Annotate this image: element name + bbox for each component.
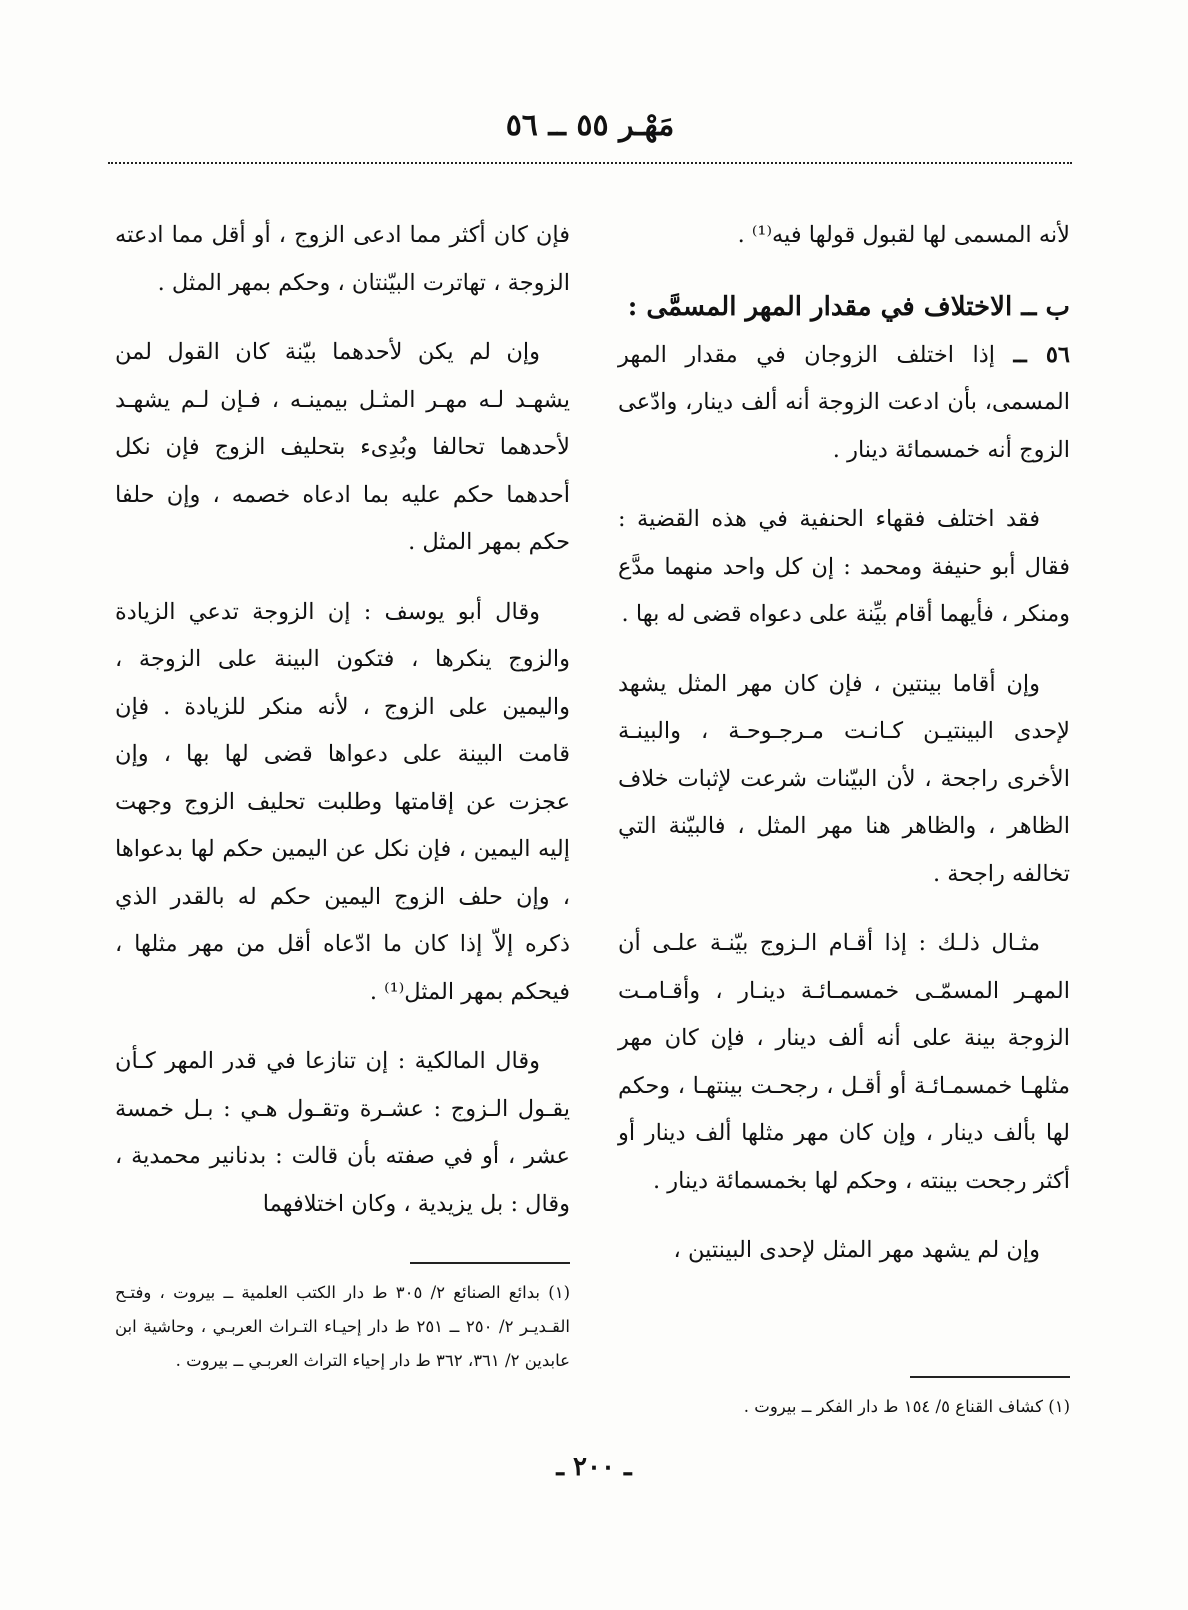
- right-paragraph-1: لأنه المسمى لها لقبول قولها فيه⁽¹⁾ .: [737, 222, 1070, 248]
- footnote-rule-right: [910, 1376, 1070, 1378]
- right-paragraph-6: وإن لم يشهد مهر المثل لإحدى البينتين ،: [673, 1237, 1040, 1263]
- footnote-right-1: (١) كشاف القناع ٥/ ١٥٤ ط دار الفكر ــ بيروت .: [743, 1397, 1070, 1416]
- section-heading: ب ــ الاختلاف في مقدار المهر المسمَّى :: [627, 291, 1070, 322]
- paragraph-number: ٥٦ ــ: [1013, 341, 1071, 368]
- running-head: مَهْـر ٥٥ ــ ٥٦: [505, 108, 675, 143]
- footnotes-left: [115, 1276, 570, 1378]
- right-column: [618, 212, 1070, 1297]
- left-paragraph-2: وإن لم يكن لأحدهما بيّنة كان القول لمن يشهـد لـه مهـر المثـل بيمينـه ، فـإن لـم يشهـد لأحدهما تحالفا وبُدِىء بتحليف الزوج فإن نكل أحدهما حكم عليه بما ادعاه خصمه ، وإن حلفا حكم بمهر المثل .: [115, 339, 570, 555]
- right-paragraph-3: فقد اختلف فقهاء الحنفية في هذه القضية : فقال أبو حنيفة ومحمد : إن كل واحد منهما مدَّع ومنكر ، فأيهما أقام بيِّنة على دعواه قضى له بها .: [618, 506, 1070, 627]
- right-paragraph-2: [618, 332, 1070, 475]
- right-paragraph-5: مثـال ذلـك : إذا أقـام الـزوج بيّنـة علـى أن المهـر المسمّـى خمسمـائـة دينـار ، وأقـامـت الزوجة بينة على أنه ألف دينار ، فإن كان مهر مثلهـا خمسمـائـة أو أقـل ، رجحـت بينتهـا ، وحكم لها بألف دينار ، وإن كان مهر مثلها ألف دينار أو أكثر رجحت بينته ، وحكم لها بخمسمائة دينار .: [618, 930, 1070, 1194]
- right-paragraph-2-text: إذا اختلف الزوجان في مقدار المهر المسمى، بأن ادعت الزوجة أنه ألف دينار، وادّعى الزوج أنه خمسمائة دينار .: [618, 341, 1070, 463]
- page-number: ـ ٢٠٠ ـ: [556, 1452, 632, 1482]
- left-paragraph-4: وقال المالكية : إن تنازعا في قدر المهر كـأن يقـول الـزوج : عشـرة وتقـول هـي : بـل خمسة عشر ، أو في صفته بأن قالت : بدنانير محمدية ، وقال : بل يزيدية ، وكان اختلافهما: [115, 1048, 570, 1217]
- left-paragraph-1: فإن كان أكثر مما ادعى الزوج ، أو أقل مما ادعته الزوجة ، تهاترت البيّنتان ، وحكم بمهر المثل .: [115, 222, 570, 296]
- left-column: [115, 212, 570, 1250]
- footnote-left-1: (١) بدائع الصنائع ٢/ ٣٠٥ ط دار الكتب العلمية ــ بيروت ، وفتـح القـديـر ٢/ ٢٥٠ ــ ٢٥١ ط دار إحيـاء التـراث العربـي ، وحاشية ابن عابدين ٢/ ٣٦١، ٣٦٢ ط دار إحياء التراث العربـي ــ بيروت .: [115, 1283, 570, 1370]
- footnote-rule-left: [410, 1262, 570, 1264]
- right-paragraph-4: وإن أقاما بينتين ، فإن كان مهر المثل يشهد لإحدى البينتيـن كـانـت مـرجـوحـة ، والبينـة الأخرى راجحة ، لأن البيّنات شرعت لإثبات خلاف الظاهر ، والظاهر هنا مهر المثل ، فالبيّنة التي تخالفه راجحة .: [618, 670, 1070, 887]
- footnotes-right: [618, 1390, 1070, 1424]
- header-dotted-rule: [108, 162, 1072, 164]
- left-paragraph-3: وقال أبو يوسف : إن الزوجة تدعي الزيادة والزوج ينكرها ، فتكون البينة على الزوجة ، واليمين على الزوج ، لأنه منكر للزيادة . فإن قامت البينة على دعواها قضى لها بها ، وإن عجزت عن إقامتها وطلبت تحليف الزوج وجهت إليه اليمين ، فإن نكل عن اليمين حكم لها بدعواها ، وإن حلف الزوج اليمين حكم له بالقدر الذي ذكره إلاّ إذا كان ما ادّعاه أقل من مهر مثلها ، فيحكم بمهر المثل⁽¹⁾ .: [115, 598, 570, 1005]
